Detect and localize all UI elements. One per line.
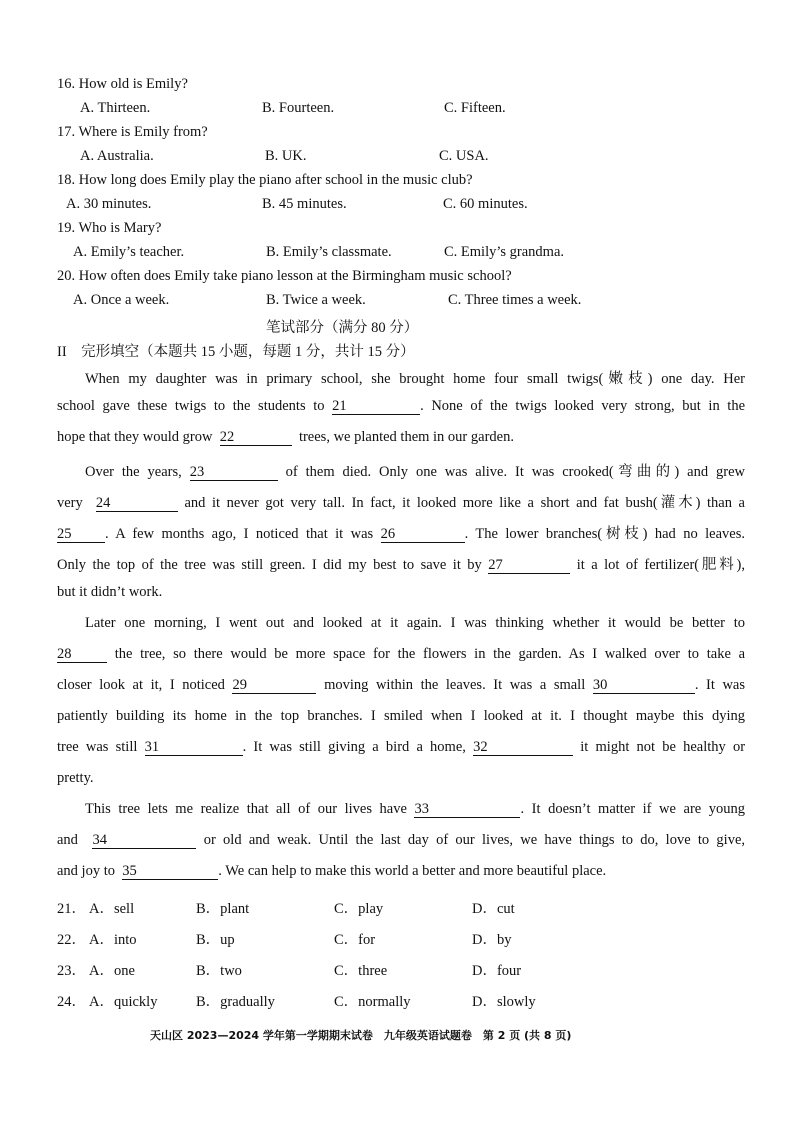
passage-line: Only the top of the tree was still green. I did my best to save it by 27 it a lot of fertilizer(肥料), bbox=[57, 557, 746, 573]
blank-25[interactable]: 25 bbox=[57, 526, 105, 543]
question-20: 20. How often does Emily take piano lesson at the Birmingham music school? bbox=[57, 268, 512, 284]
q19-option-c: C. Emily’s grandma. bbox=[444, 244, 565, 260]
passage-line: tree was still 31 . It was still giving a bird a home, 32 it might not be healthy or bbox=[57, 739, 746, 755]
option-d: D．by bbox=[472, 932, 512, 948]
q20-option-b: B. Twice a week. bbox=[266, 292, 366, 308]
question-16: 16. How old is Emily? bbox=[57, 76, 188, 92]
blank-23[interactable]: 23 bbox=[190, 464, 278, 481]
question-17: 17. Where is Emily from? bbox=[57, 124, 208, 140]
q20-option-a: A. Once a week. bbox=[73, 292, 170, 308]
option-a: A．quickly bbox=[89, 994, 158, 1010]
page-footer: 天山区 2023—2024 学年第一学期期末试卷 九年级英语试题卷 第 2 页 (共 8 页) bbox=[150, 1029, 572, 1042]
q16-option-a: A. Thirteen. bbox=[80, 100, 151, 116]
q17-option-a: A. Australia. bbox=[80, 148, 154, 164]
written-section-title: 笔试部分（满分 80 分） bbox=[266, 320, 419, 336]
q17-option-c: C. USA. bbox=[439, 148, 489, 164]
passage-line: school gave these twigs to the students to 21 . None of the twigs looked very strong, but in the bbox=[57, 398, 746, 414]
blank-30[interactable]: 30 bbox=[593, 677, 695, 694]
blank-22[interactable]: 22 bbox=[220, 429, 292, 446]
passage-line: Later one morning, I went out and looked at it again. I was thinking whether it would be better to bbox=[85, 615, 745, 631]
option-c: C．normally bbox=[334, 994, 411, 1010]
q17-option-b: B. UK. bbox=[265, 148, 307, 164]
q18-option-a: A. 30 minutes. bbox=[66, 196, 152, 212]
q16-option-b: B. Fourteen. bbox=[262, 100, 335, 116]
option-b: B．up bbox=[196, 932, 235, 948]
option-b: B．two bbox=[196, 963, 242, 979]
blank-32[interactable]: 32 bbox=[473, 739, 573, 756]
option-b: B．plant bbox=[196, 901, 250, 917]
q18-option-b: B. 45 minutes. bbox=[262, 196, 347, 212]
blank-29[interactable]: 29 bbox=[232, 677, 316, 694]
cloze-section-title: II 完形填空（本题共 15 小题，每题 1 分，共计 15 分） bbox=[57, 344, 415, 360]
option-a: A．sell bbox=[89, 901, 135, 917]
passage-line: and joy to 35 . We can help to make this world a better and more beautiful place. bbox=[57, 863, 607, 879]
blank-24[interactable]: 24 bbox=[96, 495, 178, 512]
passage-line: but it didn’t work. bbox=[57, 584, 163, 600]
option-c: C．play bbox=[334, 901, 384, 917]
passage-line: very 24 and it never got very tall. In fact, it looked more like a short and fat bush(灌木) than a bbox=[57, 495, 745, 511]
blank-31[interactable]: 31 bbox=[145, 739, 243, 756]
passage-line: and 34 or old and weak. Until the last day of our lives, we have things to do, love to give, bbox=[57, 832, 746, 848]
option-c: C．three bbox=[334, 963, 388, 979]
blank-35[interactable]: 35 bbox=[122, 863, 218, 880]
q18-option-c: C. 60 minutes. bbox=[443, 196, 528, 212]
passage-line: 28 the tree, so there would be more space for the flowers in the garden. As I walked over to take a bbox=[57, 646, 746, 662]
blank-34[interactable]: 34 bbox=[92, 832, 196, 849]
option-b: B．gradually bbox=[196, 994, 275, 1010]
q20-option-c: C. Three times a week. bbox=[448, 292, 582, 308]
option-a: A．one bbox=[89, 963, 135, 979]
blank-26[interactable]: 26 bbox=[381, 526, 465, 543]
passage-line: patiently building its home in the top branches. I smiled when I looked at it. I thought maybe this dying bbox=[57, 708, 745, 724]
option-c: C．for bbox=[334, 932, 376, 948]
passage-line: When my daughter was in primary school, she brought home four small twigs(嫩枝) one day. Her bbox=[85, 371, 745, 387]
passage-line: closer look at it, I noticed 29 moving within the leaves. It was a small 30 . It was bbox=[57, 677, 746, 693]
question-19: 19. Who is Mary? bbox=[57, 220, 162, 236]
option-d: D．cut bbox=[472, 901, 515, 917]
q19-option-b: B. Emily’s classmate. bbox=[266, 244, 392, 260]
blank-28[interactable]: 28 bbox=[57, 646, 107, 663]
passage-line: hope that they would grow 22 trees, we planted them in our garden. bbox=[57, 429, 514, 445]
blank-33[interactable]: 33 bbox=[414, 801, 520, 818]
option-d: D．slowly bbox=[472, 994, 536, 1010]
option-d: D．four bbox=[472, 963, 522, 979]
passage-line: Over the years, 23 of them died. Only one was alive. It was crooked(弯曲的) and grew bbox=[85, 464, 746, 480]
q16-option-c: C. Fifteen. bbox=[444, 100, 506, 116]
blank-27[interactable]: 27 bbox=[488, 557, 570, 574]
blank-21[interactable]: 21 bbox=[332, 398, 420, 415]
option-a: A．into bbox=[89, 932, 137, 948]
q19-option-a: A. Emily’s teacher. bbox=[73, 244, 185, 260]
passage-line: This tree lets me realize that all of our lives have 33 . It doesn’t matter if we are young bbox=[85, 801, 746, 817]
question-18: 18. How long does Emily play the piano after school in the music club? bbox=[57, 172, 473, 188]
passage-line: 25 . A few months ago, I noticed that it was 26 . The lower branches(树枝) had no leaves. bbox=[57, 526, 746, 542]
passage-line: pretty. bbox=[57, 770, 94, 786]
